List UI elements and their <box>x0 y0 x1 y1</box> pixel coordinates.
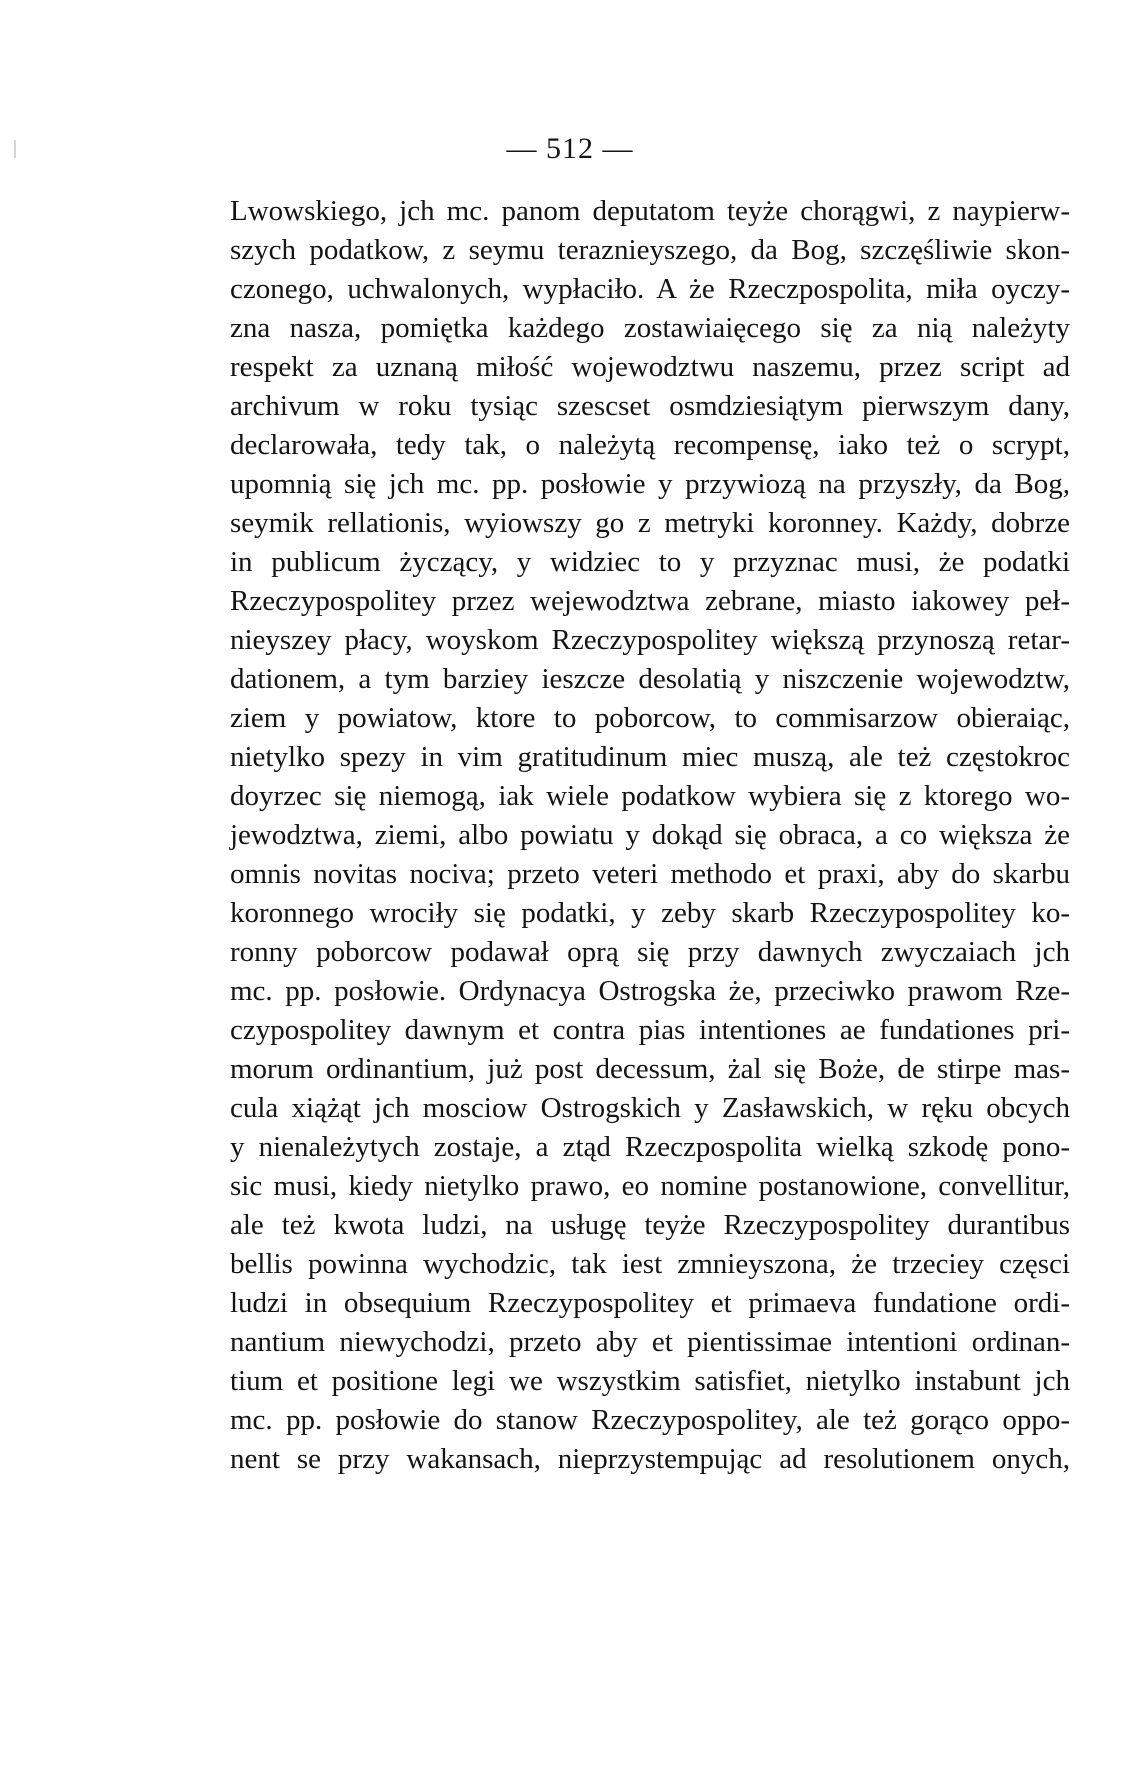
text-line: seymik rellationis, wyiowszy go z metryki koronney. Każdy, dobrze <box>230 507 1070 539</box>
text-line: ale też kwota ludzi, na usługę teyże Rzeczypospolitey durantibus <box>230 1209 1070 1241</box>
text-line: koronnego wrociły się podatki, y zeby skarb Rzeczypospolitey ko- <box>230 897 1070 929</box>
text-line: cula xiążąt jch mosciow Ostrogskich y Zasławskich, w ręku obcych <box>230 1092 1070 1124</box>
text-line: jewodztwa, ziemi, albo powiatu y dokąd się obraca, a co większa że <box>230 819 1070 851</box>
text-line: upomnią się jch mc. pp. posłowie y przywiozą na przyszły, da Bog, <box>230 468 1070 500</box>
text-line: ziem y powiatow, ktore to poborcow, to commisarzow obieraiąc, <box>230 702 1070 734</box>
text-line: ludzi in obsequium Rzeczypospolitey et primaeva fundatione ordi- <box>230 1287 1070 1319</box>
text-line: nent se przy wakansach, nieprzystempując ad resolutionem onych, <box>230 1443 1070 1475</box>
text-line: respekt za uznaną miłość wojewodztwu naszemu, przez script ad <box>230 351 1070 383</box>
text-line: szych podatkow, z seymu teraznieyszego, da Bog, szczęśliwie skon- <box>230 234 1070 266</box>
text-line: tium et positione legi we wszystkim satisfiet, nietylko instabunt jch <box>230 1365 1070 1397</box>
text-line: dationem, a tym barziey ieszcze desolatią y niszczenie wojewodztw, <box>230 663 1070 695</box>
text-line: morum ordinantium, już post decessum, żal się Boże, de stirpe mas- <box>230 1053 1070 1085</box>
text-line: declarowała, tedy tak, o należytą recompensę, iako też o scrypt, <box>230 429 1070 461</box>
text-line: mc. pp. posłowie do stanow Rzeczypospolitey, ale też gorąco oppo- <box>230 1404 1070 1436</box>
text-line: Rzeczypospolitey przez wejewodztwa zebrane, miasto iakowey peł- <box>230 585 1070 617</box>
text-line: nietylko spezy in vim gratitudinum miec muszą, ale też częstokroc <box>230 741 1070 773</box>
text-line: bellis powinna wychodzic, tak iest zmnieyszona, że trzeciey częsci <box>230 1248 1070 1280</box>
text-line: archivum w roku tysiąc szescset osmdziesiątym pierwszym dany, <box>230 390 1070 422</box>
body-text <box>230 192 1070 1479</box>
text-line: zna nasza, pomiętka każdego zostawiaięcego się za nią należyty <box>230 312 1070 344</box>
text-line: omnis novitas nociva; przeto veteri methodo et praxi, aby do skarbu <box>230 858 1070 890</box>
page-number: — 512 — <box>506 132 634 165</box>
text-line: in publicum życzący, y widziec to y przyznac musi, że podatki <box>230 546 1070 578</box>
text-line: doyrzec się niemogą, iak wiele podatkow wybiera się z ktorego wo- <box>230 780 1070 812</box>
text-line: nieyszey płacy, woyskom Rzeczypospolitey większą przynoszą retar- <box>230 624 1070 656</box>
text-line: y nienależytych zostaje, a ztąd Rzeczpospolita wielką szkodę pono- <box>230 1131 1070 1163</box>
text-line: nantium niewychodzi, przeto aby et pientissimae intentioni ordinan- <box>230 1326 1070 1358</box>
text-line: czypospolitey dawnym et contra pias intentiones ae fundationes pri- <box>230 1014 1070 1046</box>
text-line: mc. pp. posłowie. Ordynacya Ostrogska że, przeciwko prawom Rze- <box>230 975 1070 1007</box>
text-line: Lwowskiego, jch mc. panom deputatom teyże chorągwi, z naypierw- <box>230 195 1070 227</box>
text-line: sic musi, kiedy nietylko prawo, eo nomine postanowione, convellitur, <box>230 1170 1070 1202</box>
text-line: ronny poborcow podawał oprą się przy dawnych zwyczaiach jch <box>230 936 1070 968</box>
text-line: czonego, uchwalonych, wypłaciło. A że Rzeczpospolita, miła oyczy- <box>230 273 1070 305</box>
